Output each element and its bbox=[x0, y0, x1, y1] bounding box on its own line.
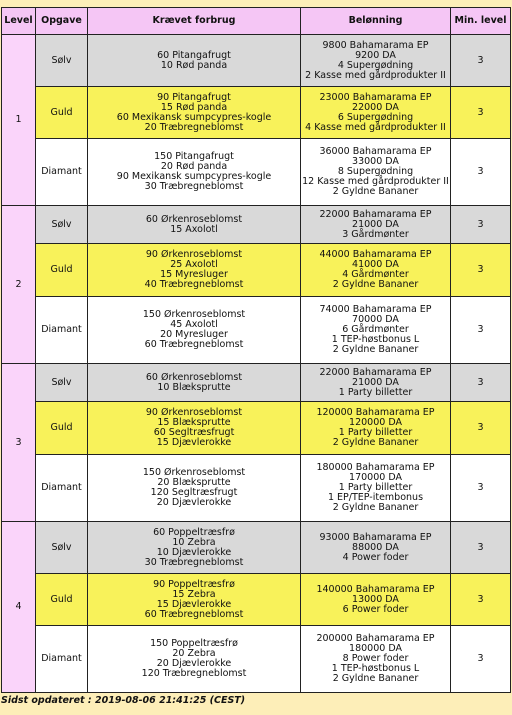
table-row bbox=[2, 297, 511, 364]
table-row bbox=[2, 402, 511, 455]
min-level-cell: 3 bbox=[451, 35, 511, 87]
min-level-cell: 3 bbox=[451, 455, 511, 522]
forbrug-line: 15 Blæksprutte bbox=[157, 417, 231, 428]
forbrug-line: 60 Mexikansk sumpcypres-kogle bbox=[116, 111, 272, 123]
belonning-line: 140000 Bahamarama EP bbox=[316, 583, 435, 595]
table-row bbox=[2, 87, 511, 139]
belonning-line: 12 Kasse med gårdprodukter II bbox=[302, 176, 449, 187]
forbrug-line: 10 Zebra bbox=[172, 536, 216, 548]
table-row bbox=[2, 244, 511, 297]
belonning-line: 1 EP/TEP-itembonus bbox=[327, 492, 424, 503]
last-updated: Sidst opdateret : 2019-08-06 21:41:25 (CEST) bbox=[1, 695, 246, 706]
opgave-cell: Guld bbox=[36, 574, 88, 626]
level-cell: 2 bbox=[2, 206, 36, 364]
header-opgave: Opgave bbox=[36, 8, 88, 35]
forbrug-line: 90 Mexikansk sumpcypres-kogle bbox=[116, 171, 272, 182]
forbrug-cell bbox=[88, 244, 301, 297]
table-row bbox=[2, 364, 511, 402]
belonning-line: 21000 DA bbox=[352, 376, 399, 388]
level-cell: 4 bbox=[2, 522, 36, 693]
table-row bbox=[2, 35, 511, 87]
opgave-cell: Diamant bbox=[36, 139, 88, 206]
belonning-line: 200000 Bahamarama EP bbox=[316, 633, 435, 644]
belonning-line: 6 Power foder bbox=[342, 603, 409, 615]
belonning-cell bbox=[301, 626, 451, 693]
belonning-line: 2 Gyldne Bananer bbox=[332, 437, 419, 448]
forbrug-cell bbox=[88, 139, 301, 206]
forbrug-line: 15 Rød panda bbox=[160, 101, 228, 113]
table-row bbox=[2, 522, 511, 574]
forbrug-line: 20 Blæksprutte bbox=[157, 477, 231, 488]
table-row bbox=[2, 574, 511, 626]
forbrug-line: 150 Pitangafrugt bbox=[154, 151, 234, 162]
belonning-cell bbox=[301, 35, 451, 87]
table-row bbox=[2, 206, 511, 244]
forbrug-line: 60 Poppeltræsfrø bbox=[153, 526, 235, 538]
forbrug-line: 60 Segltræsfrugt bbox=[153, 427, 235, 438]
forbrug-cell bbox=[88, 455, 301, 522]
belonning-line: 8 Supergødning bbox=[337, 166, 414, 177]
forbrug-cell bbox=[88, 626, 301, 693]
forbrug-line: 15 Axolotl bbox=[170, 223, 218, 235]
forbrug-line: 15 Djævlerokke bbox=[156, 437, 232, 448]
forbrug-line: 150 Ørkenroseblomst bbox=[142, 309, 246, 320]
belonning-line: 9800 Bahamarama EP bbox=[322, 39, 429, 51]
forbrug-line: 120 Træbregneblomst bbox=[141, 668, 247, 679]
forbrug-line: 25 Axolotl bbox=[170, 259, 218, 270]
forbrug-line: 150 Poppeltræsfrø bbox=[150, 638, 238, 649]
table-row bbox=[2, 626, 511, 693]
opgave-cell: Sølv bbox=[36, 206, 88, 244]
belonning-line: 33000 DA bbox=[352, 156, 399, 167]
header-min-level: Min. level bbox=[451, 8, 511, 35]
belonning-line: 22000 Bahamarama EP bbox=[319, 208, 432, 220]
belonning-line: 4 Power foder bbox=[342, 551, 409, 563]
belonning-line: 13000 DA bbox=[352, 593, 399, 605]
level-cell: 1 bbox=[2, 35, 36, 206]
belonning-cell bbox=[301, 364, 451, 402]
belonning-line: 9200 DA bbox=[355, 49, 396, 61]
belonning-line: 2 Gyldne Bananer bbox=[332, 502, 419, 513]
header-belonning: Belønning bbox=[301, 8, 451, 35]
min-level-cell: 3 bbox=[451, 139, 511, 206]
belonning-line: 70000 DA bbox=[352, 314, 399, 325]
belonning-line: 180000 DA bbox=[349, 643, 402, 654]
forbrug-line: 90 Ørkenroseblomst bbox=[145, 407, 243, 418]
belonning-line: 22000 Bahamarama EP bbox=[319, 366, 432, 378]
belonning-cell bbox=[301, 206, 451, 244]
forbrug-line: 45 Axolotl bbox=[170, 319, 218, 330]
opgave-cell: Diamant bbox=[36, 297, 88, 364]
forbrug-line: 20 Zebra bbox=[172, 648, 216, 659]
opgave-cell: Guld bbox=[36, 244, 88, 297]
belonning-line: 120000 Bahamarama EP bbox=[316, 407, 435, 418]
belonning-line: 6 Gårdmønter bbox=[342, 324, 409, 335]
belonning-line: 1 Party billetter bbox=[338, 386, 413, 398]
forbrug-line: 90 Pitangafrugt bbox=[157, 91, 231, 103]
belonning-line: 21000 DA bbox=[352, 218, 399, 230]
belonning-line: 120000 DA bbox=[349, 417, 402, 428]
min-level-cell: 3 bbox=[451, 522, 511, 574]
belonning-line: 23000 Bahamarama EP bbox=[319, 91, 432, 103]
belonning-line: 2 Gyldne Bananer bbox=[332, 344, 419, 355]
belonning-line: 4 Kasse med gårdprodukter II bbox=[305, 121, 446, 133]
belonning-line: 1 TEP-høstbonus L bbox=[331, 334, 420, 345]
forbrug-line: 120 Segltræsfrugt bbox=[150, 487, 238, 498]
forbrug-cell bbox=[88, 522, 301, 574]
belonning-line: 2 Gyldne Bananer bbox=[332, 279, 419, 290]
forbrug-line: 40 Træbregneblomst bbox=[144, 279, 244, 290]
min-level-cell: 3 bbox=[451, 87, 511, 139]
min-level-cell: 3 bbox=[451, 402, 511, 455]
forbrug-line: 90 Ørkenroseblomst bbox=[145, 249, 243, 260]
min-level-cell: 3 bbox=[451, 364, 511, 402]
opgave-cell: Guld bbox=[36, 402, 88, 455]
forbrug-line: 10 Rød panda bbox=[160, 59, 228, 71]
belonning-cell bbox=[301, 244, 451, 297]
belonning-cell bbox=[301, 297, 451, 364]
opgave-cell: Sølv bbox=[36, 364, 88, 402]
belonning-line: 4 Gårdmønter bbox=[342, 269, 409, 280]
belonning-line: 22000 DA bbox=[352, 101, 399, 113]
opgave-cell: Sølv bbox=[36, 35, 88, 87]
forbrug-cell bbox=[88, 35, 301, 87]
belonning-line: 93000 Bahamarama EP bbox=[319, 531, 432, 543]
level-cell: 3 bbox=[2, 364, 36, 522]
forbrug-line: 20 Myresluger bbox=[160, 329, 228, 340]
belonning-line: 36000 Bahamarama EP bbox=[319, 146, 432, 157]
belonning-line: 1 TEP-høstbonus L bbox=[331, 663, 420, 674]
forbrug-cell bbox=[88, 364, 301, 402]
opgave-cell: Guld bbox=[36, 87, 88, 139]
belonning-line: 74000 Bahamarama EP bbox=[319, 304, 432, 315]
header-forbrug: Krævet forbrug bbox=[88, 8, 301, 35]
forbrug-line: 150 Ørkenroseblomst bbox=[142, 467, 246, 478]
opgave-cell: Diamant bbox=[36, 455, 88, 522]
belonning-cell bbox=[301, 522, 451, 574]
forbrug-line: 60 Ørkenroseblomst bbox=[145, 371, 243, 383]
rewards-table bbox=[1, 7, 511, 693]
belonning-cell bbox=[301, 402, 451, 455]
min-level-cell: 3 bbox=[451, 206, 511, 244]
forbrug-line: 60 Træbregneblomst bbox=[144, 608, 244, 620]
forbrug-line: 10 Djævlerokke bbox=[156, 546, 232, 558]
forbrug-cell bbox=[88, 87, 301, 139]
forbrug-line: 60 Træbregneblomst bbox=[144, 339, 244, 350]
header-row bbox=[2, 8, 511, 35]
forbrug-cell bbox=[88, 297, 301, 364]
belonning-line: 4 Supergødning bbox=[337, 59, 414, 71]
forbrug-cell bbox=[88, 206, 301, 244]
belonning-cell bbox=[301, 87, 451, 139]
forbrug-cell bbox=[88, 402, 301, 455]
forbrug-line: 90 Poppeltræsfrø bbox=[153, 578, 235, 590]
forbrug-line: 30 Træbregneblomst bbox=[144, 181, 244, 192]
opgave-cell: Sølv bbox=[36, 522, 88, 574]
belonning-line: 44000 Bahamarama EP bbox=[319, 249, 432, 260]
table-body bbox=[2, 35, 511, 693]
belonning-line: 3 Gårdmønter bbox=[342, 228, 409, 240]
belonning-line: 2 Kasse med gårdprodukter II bbox=[305, 69, 446, 81]
belonning-line: 1 Party billetter bbox=[338, 427, 413, 438]
min-level-cell: 3 bbox=[451, 626, 511, 693]
forbrug-line: 15 Myresluger bbox=[160, 269, 228, 280]
belonning-line: 88000 DA bbox=[352, 541, 399, 553]
forbrug-line: 15 Djævlerokke bbox=[156, 598, 232, 610]
belonning-cell bbox=[301, 455, 451, 522]
belonning-line: 2 Gyldne Bananer bbox=[332, 673, 419, 684]
forbrug-line: 15 Zebra bbox=[172, 588, 216, 600]
forbrug-line: 20 Djævlerokke bbox=[156, 497, 232, 508]
min-level-cell: 3 bbox=[451, 574, 511, 626]
table-row bbox=[2, 455, 511, 522]
belonning-line: 170000 DA bbox=[349, 472, 402, 483]
belonning-line: 1 Party billetter bbox=[338, 482, 413, 493]
belonning-line: 8 Power foder bbox=[342, 653, 409, 664]
belonning-cell bbox=[301, 574, 451, 626]
forbrug-cell bbox=[88, 574, 301, 626]
forbrug-line: 20 Træbregneblomst bbox=[144, 121, 244, 133]
belonning-line: 6 Supergødning bbox=[337, 111, 414, 123]
forbrug-line: 60 Ørkenroseblomst bbox=[145, 213, 243, 225]
min-level-cell: 3 bbox=[451, 244, 511, 297]
forbrug-line: 60 Pitangafrugt bbox=[157, 49, 231, 61]
forbrug-line: 10 Blæksprutte bbox=[157, 381, 231, 393]
forbrug-line: 30 Træbregneblomst bbox=[144, 556, 244, 568]
belonning-cell bbox=[301, 139, 451, 206]
header-level: Level bbox=[2, 8, 36, 35]
table-row bbox=[2, 139, 511, 206]
forbrug-line: 20 Rød panda bbox=[160, 161, 228, 172]
belonning-line: 180000 Bahamarama EP bbox=[316, 462, 435, 473]
belonning-line: 41000 DA bbox=[352, 259, 399, 270]
min-level-cell: 3 bbox=[451, 297, 511, 364]
belonning-line: 2 Gyldne Bananer bbox=[332, 186, 419, 197]
opgave-cell: Diamant bbox=[36, 626, 88, 693]
forbrug-line: 20 Djævlerokke bbox=[156, 658, 232, 669]
